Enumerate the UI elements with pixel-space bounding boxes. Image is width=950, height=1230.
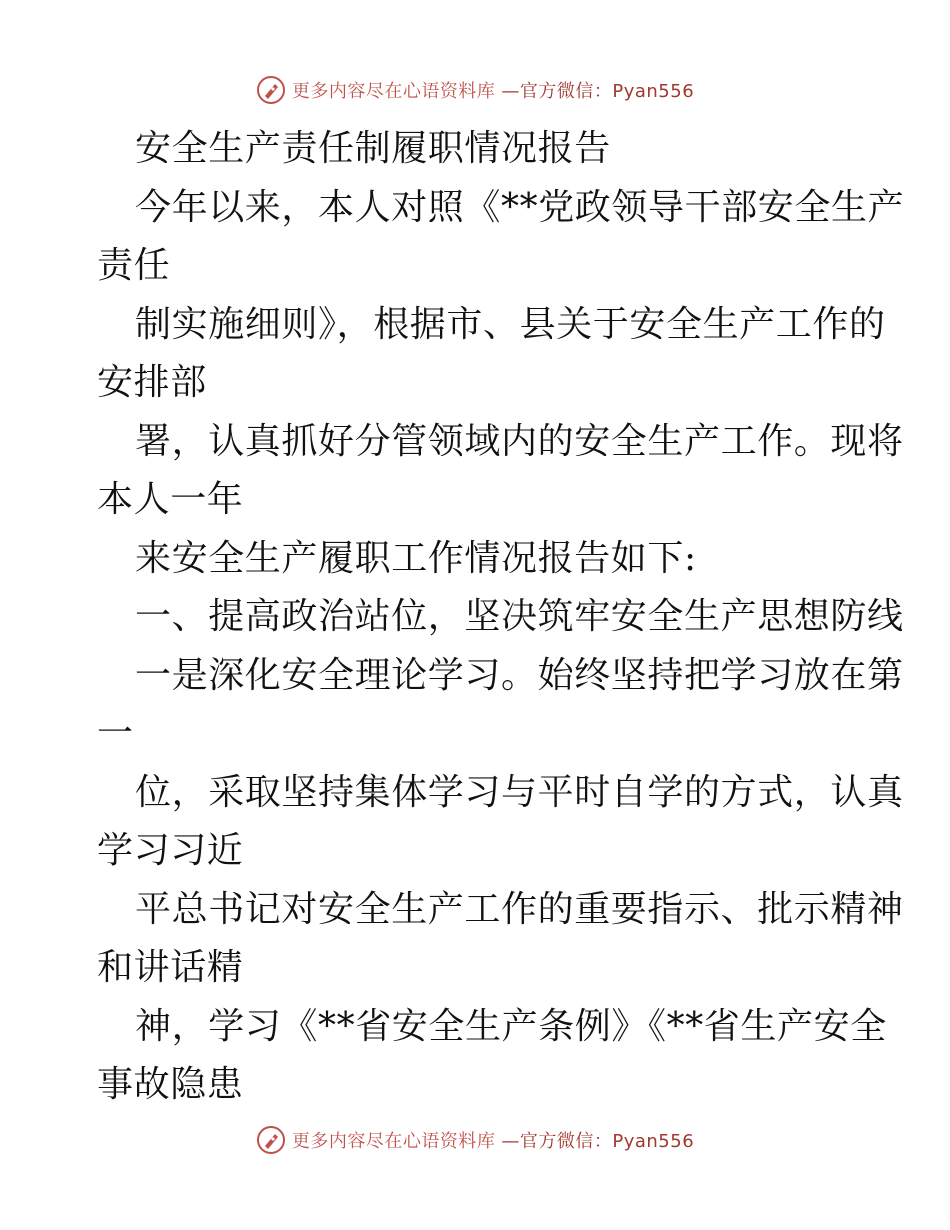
document-text-line: 责任: [97, 245, 171, 286]
banner-contact: —官方微信：Pyan556: [501, 1131, 695, 1152]
document-text-line: 学习习近: [97, 830, 244, 871]
document-body: [97, 120, 905, 1115]
document-text-line: 来安全生产履职工作情况报告如下:: [135, 537, 697, 579]
banner-contact: —官方微信：Pyan556: [501, 81, 695, 102]
document-title: 安全生产责任制履职情况报告: [135, 128, 611, 169]
document-text-line: 神，学习《**省安全生产条例》《**省生产安全: [135, 1005, 887, 1047]
document-text-line: 平总书记对安全生产工作的重要指示、批示精神: [135, 888, 904, 930]
document-text-line: 事故隐患: [97, 1064, 244, 1105]
document-text-line: 一是深化安全理论学习。始终坚持把学习放在第: [135, 654, 904, 696]
pen-nib-logo-icon: [256, 1125, 286, 1155]
document-text-line: 位，采取坚持集体学习与平时自学的方式，认真: [135, 771, 904, 813]
pen-nib-logo-icon: [256, 75, 286, 105]
document-text-line: 和讲话精: [97, 947, 244, 988]
document-text-line: 今年以来，本人对照《**党政领导干部安全生产: [135, 186, 905, 228]
document-text-line: 一: [97, 713, 134, 754]
banner-title: 更多内容尽在心语资料库: [291, 1131, 496, 1152]
footer-watermark-banner: [0, 1120, 950, 1160]
header-watermark-banner: [0, 70, 950, 110]
document-text-line: 署，认真抓好分管领域内的安全生产工作。现将: [135, 420, 904, 462]
document-text-line: 安排部: [97, 362, 207, 403]
document-text-line: 本人一年: [97, 479, 244, 520]
document-text-line: 制实施细则》，根据市、县关于安全生产工作的: [135, 303, 886, 345]
banner-title: 更多内容尽在心语资料库: [291, 81, 496, 102]
document-text-line: 一、提高政治站位，坚决筑牢安全生产思想防线: [135, 596, 904, 637]
